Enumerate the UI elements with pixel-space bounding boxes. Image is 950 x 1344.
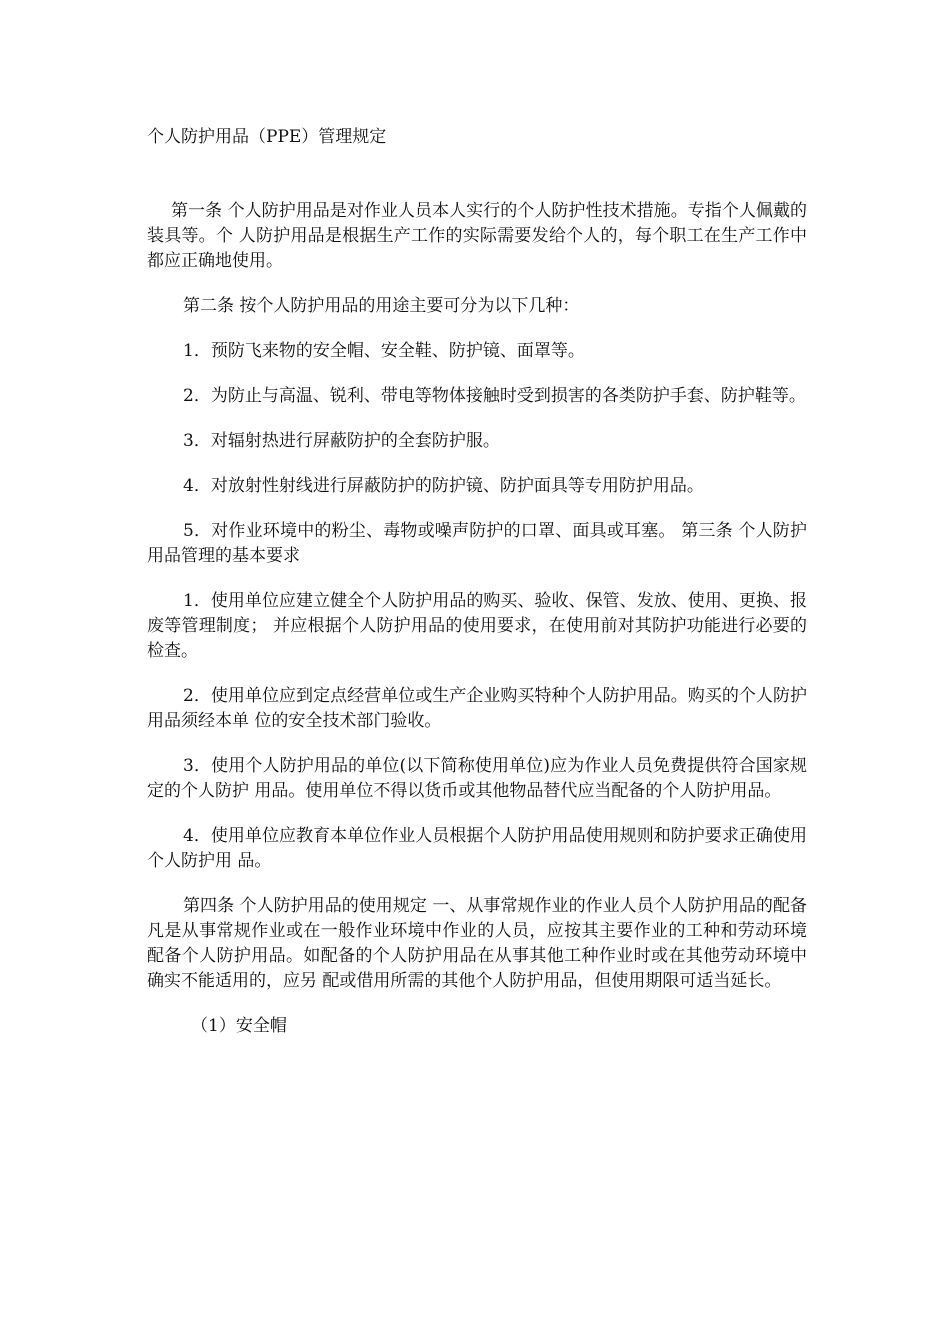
document-title: 个人防护用品（PPE）管理规定 — [147, 127, 387, 147]
paragraph-requirement-2: 2．使用单位应到定点经营单位或生产企业购买特种个人防护用品。购买的个人防护用品须经本单 位的安全技术部门验收。 — [147, 686, 807, 731]
paragraph-article-2: 第二条 按个人防护用品的用途主要可分为以下几种： — [183, 296, 580, 316]
paragraph-requirement-4: 4．使用单位应教育本单位作业人员根据个人防护用品使用规则和防护要求正确使用个人防护用 品。 — [147, 826, 807, 871]
paragraph-item-1: 1．预防飞来物的安全帽、安全鞋、防护镜、面罩等。 — [183, 341, 585, 361]
paragraph-article-4: 第四条 个人防护用品的使用规定 一、从事常规作业的作业人员个人防护用品的配备 凡是从事常规作业或在一般作业环境中作业的人员，应按其主要作业的工种和劳动环境配备个人防护用品。如配备的个人防护用品在从事其他工种作业时或在其他劳动环境中确实不能适用的，应另 配或借用所需的其他个人防护用品，但使用期限可适当延长。 — [147, 896, 807, 991]
paragraph-requirement-1: 1．使用单位应建立健全个人防护用品的购买、验收、保管、发放、使用、更换、报废等管理制度； 并应根据个人防护用品的使用要求，在使用前对其防护功能进行必要的检查。 — [147, 591, 807, 661]
paragraph-item-2: 2．为防止与高温、锐利、带电等物体接触时受到损害的各类防护手套、防护鞋等。 — [183, 386, 806, 406]
paragraph-requirement-3: 3．使用个人防护用品的单位(以下简称使用单位)应为作业人员免费提供符合国家规定的个人防护 用品。使用单位不得以货币或其他物品替代应当配备的个人防护用品。 — [147, 756, 807, 801]
document-body — [147, 199, 807, 1059]
paragraph-article-1: 第一条 个人防护用品是对作业人员本人实行的个人防护性技术措施。专指个人佩戴的装具等。个 人防护用品是根据生产工作的实际需要发给个人的，每个职工在生产工作中都应正确地使用。 — [147, 201, 807, 271]
paragraph-item-5: 5．对作业环境中的粉尘、毒物或噪声防护的口罩、面具或耳塞。 第三条 个人防护用品管理的基本要求 — [147, 521, 807, 566]
paragraph-safety-helmet: （1）安全帽 — [191, 1016, 287, 1036]
paragraph-item-3: 3．对辐射热进行屏蔽防护的全套防护服。 — [183, 431, 500, 451]
paragraph-item-4: 4．对放射性射线进行屏蔽防护的防护镜、防护面具等专用防护用品。 — [183, 476, 704, 496]
